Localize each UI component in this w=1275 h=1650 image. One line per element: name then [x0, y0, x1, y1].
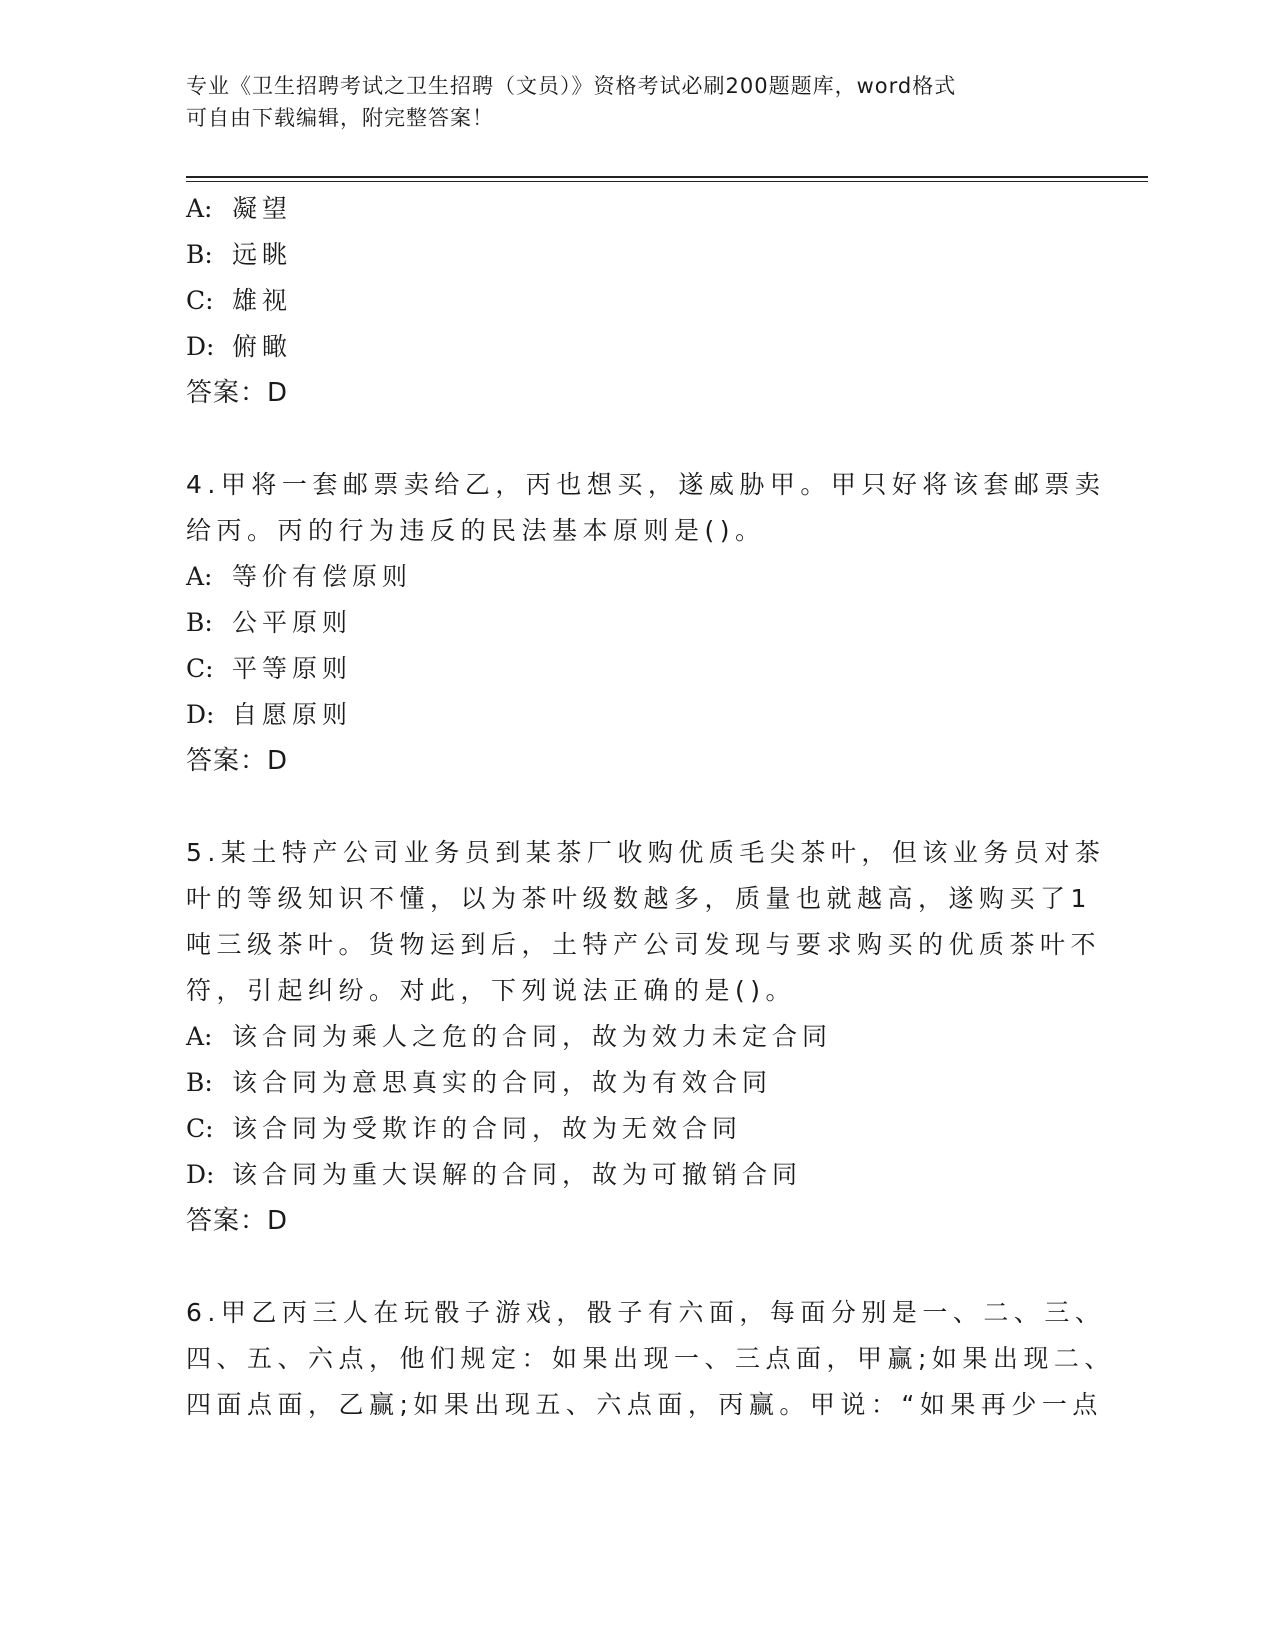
option-text: 俯瞰 [232, 332, 293, 361]
question-stem [186, 1290, 1115, 1428]
document-header [186, 70, 1066, 134]
option-text: 该合同为受欺诈的合同，故为无效合同 [232, 1114, 743, 1143]
question-stem [186, 462, 1106, 554]
question-stem [186, 830, 1106, 1014]
answer-value: D [267, 378, 289, 408]
document-body [186, 186, 1115, 1428]
answer-line [186, 1198, 1086, 1244]
option-letter: B: [186, 608, 213, 637]
option-letter: D: [186, 700, 215, 729]
question-3-block [186, 186, 1086, 416]
option-text: 公平原则 [232, 608, 353, 637]
option-letter: C: [186, 654, 214, 683]
answer-value: D [267, 746, 289, 776]
option-letter: D: [186, 332, 215, 361]
answer-line [186, 738, 1086, 784]
option-text: 远眺 [232, 240, 293, 269]
option-letter: B: [186, 240, 213, 269]
answer-label: 答案： [186, 378, 268, 408]
header-line-2: 可自由下载编辑，附完整答案！ [186, 106, 494, 130]
stem-line: 叶的等级知识不懂，以为茶叶级数越多，质量也就越高，遂购买了1 [186, 884, 1092, 913]
header-line-1: 专业《卫生招聘考试之卫生招聘（文员）》资格考试必刷200题题库，word格式 [186, 74, 957, 98]
stem-line: 吨三级茶叶。货物运到后，土特产公司发现与要求购买的优质茶叶不 [186, 930, 1102, 959]
stem-line: 5.某土特产公司业务员到某茶厂收购优质毛尖茶叶，但该业务员对茶 [186, 838, 1106, 867]
stem-line: 6.甲乙丙三人在玩骰子游戏，骰子有六面，每面分别是一、二、三、 [186, 1298, 1106, 1327]
option-text: 平等原则 [232, 654, 353, 683]
option-text: 该合同为意思真实的合同，故为有效合同 [232, 1068, 773, 1097]
option-d [186, 1152, 1086, 1198]
option-b [186, 232, 1086, 278]
option-text: 自愿原则 [232, 700, 353, 729]
question-5-block [186, 830, 1106, 1244]
question-4-block [186, 462, 1106, 784]
option-letter: C: [186, 1114, 214, 1143]
option-c [186, 1106, 1086, 1152]
option-letter: B: [186, 1068, 213, 1097]
option-text: 雄视 [232, 286, 293, 315]
option-d [186, 324, 1086, 370]
answer-value: D [267, 1206, 289, 1236]
option-letter: A: [186, 1022, 213, 1051]
stem-line: 给丙。丙的行为违反的民法基本原则是()。 [186, 516, 766, 545]
option-c [186, 646, 1086, 692]
stem-line: 4.甲将一套邮票卖给乙，丙也想买，遂威胁甲。甲只好将该套邮票卖 [186, 470, 1106, 499]
question-6-block [186, 1290, 1115, 1428]
option-a [186, 554, 1086, 600]
answer-label: 答案： [186, 746, 268, 776]
option-a [186, 1014, 1086, 1060]
stem-line: 符，引起纠纷。对此，下列说法正确的是()。 [186, 976, 797, 1005]
answer-line [186, 370, 1086, 416]
option-letter: D: [186, 1160, 215, 1189]
option-text: 等价有偿原则 [232, 562, 413, 591]
option-text: 该合同为重大误解的合同，故为可撤销合同 [232, 1160, 803, 1189]
option-letter: A: [186, 194, 213, 223]
header-divider-thick [186, 176, 1148, 178]
option-letter: C: [186, 286, 214, 315]
option-text: 该合同为乘人之危的合同，故为效力未定合同 [232, 1022, 833, 1051]
stem-line: 四、五、六点，他们规定：如果出现一、三点面，甲赢;如果出现二、 [186, 1344, 1115, 1373]
answer-label: 答案： [186, 1206, 268, 1236]
stem-line: 四面点面，乙赢;如果出现五、六点面，丙赢。甲说：“如果再少一点 [186, 1390, 1103, 1419]
option-text: 凝望 [232, 194, 293, 223]
header-divider-thin [186, 181, 1148, 182]
option-b [186, 600, 1086, 646]
option-b [186, 1060, 1086, 1106]
option-d [186, 692, 1086, 738]
option-letter: A: [186, 562, 213, 591]
option-a [186, 186, 1086, 232]
option-c [186, 278, 1086, 324]
